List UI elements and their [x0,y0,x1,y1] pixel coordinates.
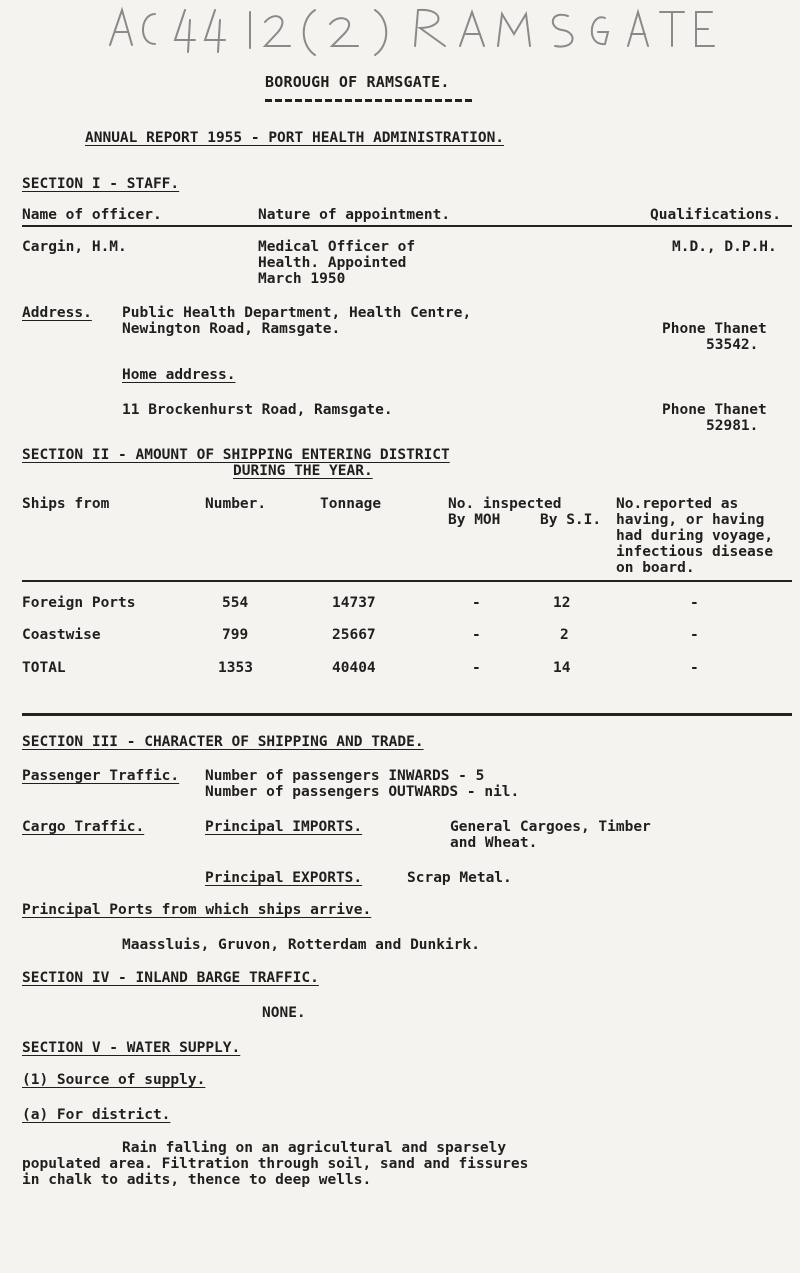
row-si: 2 [560,627,569,643]
th-ships-from: Ships from [22,496,110,512]
section-4-value: NONE. [262,1005,306,1021]
col-qualifications: Qualifications. [650,207,781,223]
report-title: ANNUAL REPORT 1955 - PORT HEALTH ADMINISTRATION. [85,130,505,146]
th-by-si: By S.I. [540,512,602,528]
row-from: TOTAL [22,660,66,676]
th-reported-1: No.reported as [616,496,739,512]
row-tonnage: 40404 [332,660,376,676]
principal-exports-label: Principal EXPORTS. [205,870,363,886]
section-4-title: SECTION IV - INLAND BARGE TRAFFIC. [22,970,319,986]
phone-office-line-2: 53542. [706,337,759,353]
qualifications-value: M.D., D.P.H. [672,239,777,255]
section-1-header-rule [22,225,792,227]
th-reported-2: having, or having [616,512,765,528]
passengers-outwards: Number of passengers OUTWARDS - nil. [205,784,520,800]
col-officer-name: Name of officer. [22,207,162,223]
th-inspected: No. inspected [448,496,562,512]
section-2-bottom-rule [22,713,792,716]
borough-heading-underline [265,99,475,102]
nature-line-3: March 1950 [258,271,346,287]
cargo-traffic-label: Cargo Traffic. [22,819,145,835]
officer-name: Cargin, H.M. [22,239,127,255]
water-para-line-1: Rain falling on an agricultural and sparsely [122,1140,507,1156]
exports-value: Scrap Metal. [407,870,512,886]
phone-home-line-2: 52981. [706,418,759,434]
nature-line-1: Medical Officer of [258,239,416,255]
section-2-title-line-2: DURING THE YEAR. [233,463,373,479]
th-reported-4: infectious disease [616,544,774,560]
water-para-line-3: in chalk to adits, thence to deep wells. [22,1172,372,1188]
section-2-header-rule [22,580,792,582]
col-nature-appointment: Nature of appointment. [258,207,451,223]
for-district-heading: (a) For district. [22,1107,171,1123]
row-tonnage: 14737 [332,595,376,611]
source-of-supply-heading: (1) Source of supply. [22,1072,206,1088]
row-si: 12 [553,595,571,611]
address-line-1: Public Health Department, Health Centre, [122,305,472,321]
principal-ports-value: Maassluis, Gruvon, Rotterdam and Dunkirk. [122,937,480,953]
address-line-2: Newington Road, Ramsgate. [122,321,341,337]
section-1-title: SECTION I - STAFF. [22,176,180,192]
th-tonnage: Tonnage [320,496,382,512]
imports-line-1: General Cargoes, Timber [450,819,651,835]
row-moh: - [472,627,481,643]
th-number: Number. [205,496,267,512]
th-reported-5: on board. [616,560,695,576]
imports-line-2: and Wheat. [450,835,538,851]
section-3-title: SECTION III - CHARACTER OF SHIPPING AND TRADE. [22,734,424,750]
phone-office-line-1: Phone Thanet [662,321,767,337]
section-5-title: SECTION V - WATER SUPPLY. [22,1040,241,1056]
borough-heading: BOROUGH OF RAMSGATE. [265,73,450,91]
principal-imports-label: Principal IMPORTS. [205,819,363,835]
passengers-inwards: Number of passengers INWARDS - 5 [205,768,485,784]
water-para-line-2: populated area. Filtration through soil, sand and fissures [22,1156,529,1172]
row-si: 14 [553,660,571,676]
row-moh: - [472,660,481,676]
nature-line-2: Health. Appointed [258,255,407,271]
row-reported: - [690,660,699,676]
row-number: 1353 [218,660,253,676]
row-tonnage: 25667 [332,627,376,643]
phone-home-line-1: Phone Thanet [662,402,767,418]
home-address-label: Home address. [122,367,236,383]
address-label: Address. [22,305,92,321]
row-from: Coastwise [22,627,101,643]
row-reported: - [690,595,699,611]
principal-ports-label: Principal Ports from which ships arrive. [22,902,372,918]
row-number: 554 [222,595,249,611]
th-reported-3: had during voyage, [616,528,774,544]
row-moh: - [472,595,481,611]
section-2-title-line-1: SECTION II - AMOUNT OF SHIPPING ENTERING DISTRICT [22,447,450,463]
passenger-traffic-label: Passenger Traffic. [22,768,180,784]
handwritten-note [100,0,720,62]
row-number: 799 [222,627,249,643]
th-by-moh: By MOH [448,512,501,528]
row-from: Foreign Ports [22,595,136,611]
row-reported: - [690,627,699,643]
home-address-value: 11 Brockenhurst Road, Ramsgate. [122,402,393,418]
